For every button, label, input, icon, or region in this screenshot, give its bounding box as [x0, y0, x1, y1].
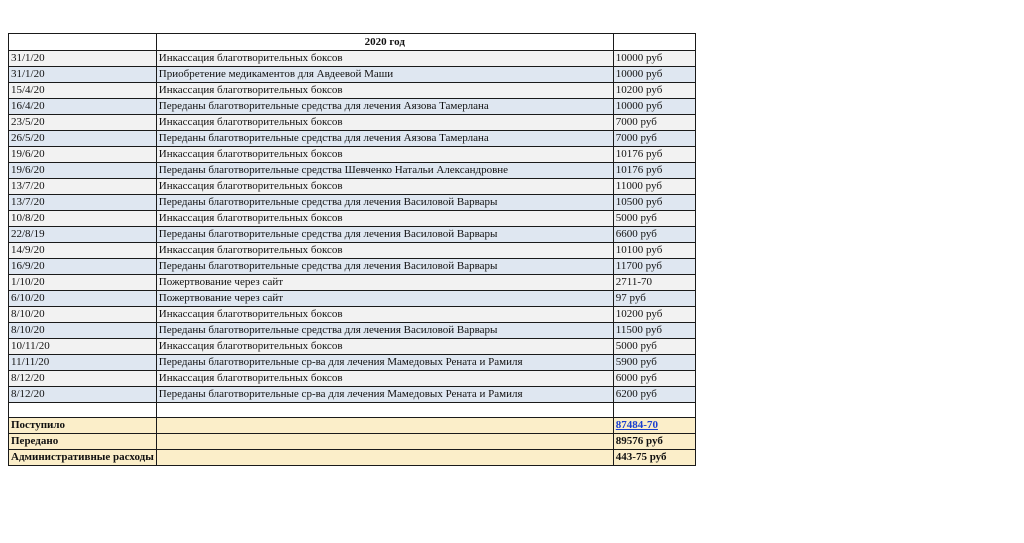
date-cell: 14/9/20: [9, 243, 157, 259]
amount-cell: 6200 руб: [613, 387, 695, 403]
table-header-row: [9, 34, 696, 51]
table-row: [9, 371, 696, 387]
date-cell: 31/1/20: [9, 67, 157, 83]
table-row: [9, 131, 696, 147]
description-cell: Инкассация благотворительных боксов: [156, 211, 613, 227]
date-cell: 13/7/20: [9, 195, 157, 211]
admin-expenses-label: Административные расходы: [9, 450, 157, 466]
table-row: [9, 259, 696, 275]
date-cell: 6/10/20: [9, 291, 157, 307]
description-cell: Инкассация благотворительных боксов: [156, 83, 613, 99]
description-cell: Инкассация благотворительных боксов: [156, 339, 613, 355]
received-row: [9, 418, 696, 434]
empty-cell: [613, 403, 695, 418]
description-cell: Инкассация благотворительных боксов: [156, 115, 613, 131]
table-row: [9, 307, 696, 323]
description-cell: Инкассация благотворительных боксов: [156, 371, 613, 387]
empty-row: [9, 403, 696, 418]
table-row: [9, 67, 696, 83]
table-row: [9, 163, 696, 179]
description-cell: Инкассация благотворительных боксов: [156, 51, 613, 67]
description-cell: Переданы благотворительные ср-ва для лечения Мамедовых Рената и Рамиля: [156, 387, 613, 403]
description-cell: Инкассация благотворительных боксов: [156, 243, 613, 259]
received-value-link[interactable]: 87484-70: [615, 419, 658, 431]
amount-cell: 11000 руб: [613, 179, 695, 195]
summary-empty-cell: [156, 450, 613, 466]
table-row: [9, 355, 696, 371]
date-cell: 22/8/19: [9, 227, 157, 243]
amount-cell: 10200 руб: [613, 83, 695, 99]
table-row: [9, 99, 696, 115]
header-empty-cell: [613, 34, 695, 51]
date-cell: 26/5/20: [9, 131, 157, 147]
amount-cell: 11500 руб: [613, 323, 695, 339]
table-row: [9, 291, 696, 307]
amount-cell: 5900 руб: [613, 355, 695, 371]
date-cell: 1/10/20: [9, 275, 157, 291]
received-label: Поступило: [9, 418, 157, 434]
received-value-cell: [613, 418, 695, 434]
description-cell: Пожертвование через сайт: [156, 275, 613, 291]
amount-cell: 7000 руб: [613, 131, 695, 147]
description-cell: Переданы благотворительные средства Шевченко Натальи Александровне: [156, 163, 613, 179]
date-cell: 11/11/20: [9, 355, 157, 371]
amount-cell: 10000 руб: [613, 99, 695, 115]
table-title: 2020 год: [156, 34, 613, 51]
empty-cell: [9, 403, 157, 418]
table-row: [9, 51, 696, 67]
amount-cell: 2711-70: [613, 275, 695, 291]
date-cell: 19/6/20: [9, 163, 157, 179]
date-cell: 8/12/20: [9, 371, 157, 387]
admin-expenses-value: 443-75 руб: [613, 450, 695, 466]
admin-expenses-row: [9, 450, 696, 466]
date-cell: 16/9/20: [9, 259, 157, 275]
table-row: [9, 147, 696, 163]
amount-cell: 10176 руб: [613, 163, 695, 179]
transferred-value: 89576 руб: [613, 434, 695, 450]
header-empty-cell: [9, 34, 157, 51]
date-cell: 10/11/20: [9, 339, 157, 355]
description-cell: Приобретение медикаментов для Авдеевой Маши: [156, 67, 613, 83]
amount-cell: 10200 руб: [613, 307, 695, 323]
empty-cell: [156, 403, 613, 418]
transferred-label: Передано: [9, 434, 157, 450]
table-row: [9, 179, 696, 195]
description-cell: Инкассация благотворительных боксов: [156, 179, 613, 195]
date-cell: 15/4/20: [9, 83, 157, 99]
date-cell: 16/4/20: [9, 99, 157, 115]
amount-cell: 6000 руб: [613, 371, 695, 387]
amount-cell: 10500 руб: [613, 195, 695, 211]
date-cell: 31/1/20: [9, 51, 157, 67]
amount-cell: 10176 руб: [613, 147, 695, 163]
table-row: [9, 275, 696, 291]
date-cell: 19/6/20: [9, 147, 157, 163]
donations-table: [8, 33, 696, 466]
description-cell: Инкассация благотворительных боксов: [156, 147, 613, 163]
table-row: [9, 115, 696, 131]
table-row: [9, 211, 696, 227]
finance-sheet: [8, 33, 696, 466]
amount-cell: 10000 руб: [613, 67, 695, 83]
transferred-row: [9, 434, 696, 450]
date-cell: 8/10/20: [9, 323, 157, 339]
date-cell: 8/10/20: [9, 307, 157, 323]
table-row: [9, 195, 696, 211]
table-row: [9, 83, 696, 99]
description-cell: Переданы благотворительные средства для лечения Василовой Варвары: [156, 323, 613, 339]
summary-empty-cell: [156, 434, 613, 450]
table-row: [9, 323, 696, 339]
amount-cell: 7000 руб: [613, 115, 695, 131]
description-cell: Переданы благотворительные средства для лечения Василовой Варвары: [156, 227, 613, 243]
table-row: [9, 243, 696, 259]
date-cell: 23/5/20: [9, 115, 157, 131]
description-cell: Переданы благотворительные средства для лечения Василовой Варвары: [156, 259, 613, 275]
description-cell: Переданы благотворительные средства для лечения Василовой Варвары: [156, 195, 613, 211]
amount-cell: 10000 руб: [613, 51, 695, 67]
date-cell: 8/12/20: [9, 387, 157, 403]
table-row: [9, 339, 696, 355]
amount-cell: 10100 руб: [613, 243, 695, 259]
date-cell: 10/8/20: [9, 211, 157, 227]
amount-cell: 5000 руб: [613, 211, 695, 227]
date-cell: 13/7/20: [9, 179, 157, 195]
description-cell: Переданы благотворительные средства для лечения Аязова Тамерлана: [156, 131, 613, 147]
amount-cell: 5000 руб: [613, 339, 695, 355]
description-cell: Переданы благотворительные ср-ва для лечения Мамедовых Рената и Рамиля: [156, 355, 613, 371]
description-cell: Инкассация благотворительных боксов: [156, 307, 613, 323]
amount-cell: 11700 руб: [613, 259, 695, 275]
table-row: [9, 387, 696, 403]
table-row: [9, 227, 696, 243]
description-cell: Переданы благотворительные средства для лечения Аязова Тамерлана: [156, 99, 613, 115]
description-cell: Пожертвование через сайт: [156, 291, 613, 307]
summary-empty-cell: [156, 418, 613, 434]
amount-cell: 97 руб: [613, 291, 695, 307]
amount-cell: 6600 руб: [613, 227, 695, 243]
